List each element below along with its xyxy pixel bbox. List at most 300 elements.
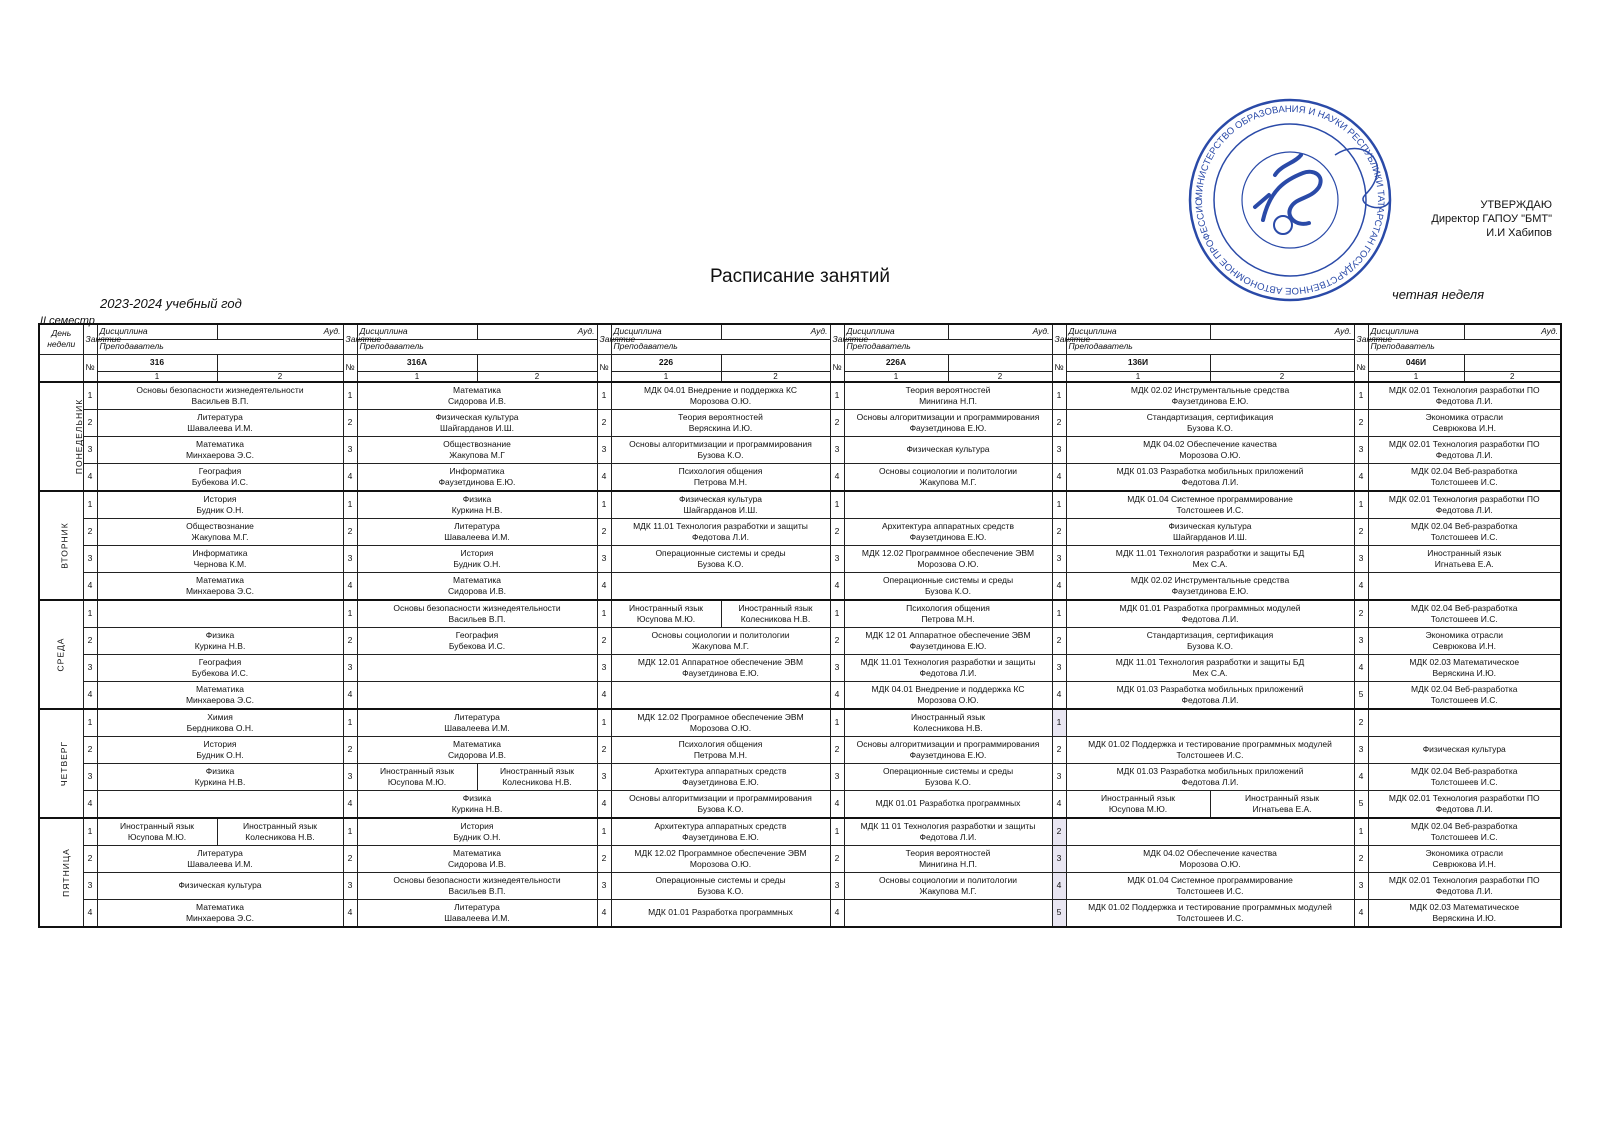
lesson-number: 3 (1354, 872, 1368, 899)
discipline-name: Физика (205, 765, 235, 776)
teacher-name: Толстошеев И.С. (1176, 912, 1244, 923)
teacher-name: Петрова М.Н. (693, 749, 748, 760)
lesson-cell (844, 763, 1052, 790)
discipline-name: Физическая культура (678, 493, 763, 504)
lesson-number: 1 (83, 818, 97, 846)
teacher-name: Толстошеев И.С. (1176, 749, 1244, 760)
header-row-discipline (39, 324, 1561, 339)
day-header-spacer (39, 354, 83, 382)
subgroup-1: 1 (1368, 371, 1464, 382)
day-column-header: День недели (39, 324, 83, 354)
discipline-name: Математика (453, 384, 501, 395)
lesson-cell (97, 382, 343, 410)
discipline-name: История (460, 820, 494, 831)
teacher-name: Будник О.Н. (196, 749, 244, 760)
discipline-name: Иностранный язык (499, 765, 575, 776)
lesson-number: 3 (343, 872, 357, 899)
teacher-name: Куркина Н.В. (194, 776, 246, 787)
group-316: 316 (97, 354, 217, 371)
lesson-number: 4 (1052, 681, 1066, 709)
lesson-number: 3 (83, 872, 97, 899)
teacher-header: Преподаватель (1368, 339, 1561, 354)
lesson-cell (97, 436, 343, 463)
lesson-row (39, 681, 1561, 709)
lesson-cell (844, 545, 1052, 572)
lesson-cell (1368, 818, 1561, 846)
discipline-name: МДК 12.01 Аппаратное обеспечение ЭВМ (637, 656, 804, 667)
teacher-name: Бузова К.О. (697, 558, 744, 569)
lesson-cell (1368, 518, 1561, 545)
teacher-name: Шайгарданов И.Ш. (683, 504, 758, 515)
day-name (39, 382, 83, 491)
discipline-name: МДК 04.01 Внедрение и поддержка КС (644, 384, 797, 395)
lesson-number: 3 (1354, 545, 1368, 572)
teacher-name: Минхаерова Э.С. (185, 449, 255, 460)
lesson-row (39, 818, 1561, 846)
lesson-cell (1066, 491, 1354, 519)
lesson-number: 4 (83, 681, 97, 709)
lesson-cell (1066, 818, 1354, 846)
teacher-name: Будник О.Н. (453, 558, 501, 569)
day-name-label: ПОНЕДЕЛЬНИК (74, 398, 85, 474)
lesson-cell (357, 436, 597, 463)
lesson-number: 2 (1354, 518, 1368, 545)
lesson-number: 1 (83, 491, 97, 519)
teacher-name: Фаузетдинова Е.Ю. (438, 476, 516, 487)
discipline-name: Математика (453, 738, 501, 749)
lesson-number: 1 (83, 709, 97, 737)
lesson-cell (357, 709, 597, 737)
teacher-name: Фаузетдинова Е.Ю. (1171, 585, 1249, 596)
teacher-name: Федотова Л.И. (1435, 395, 1493, 406)
teacher-name: Жакупова М.Г. (919, 885, 977, 896)
discipline-name: МДК 02.01 Технология разработки ПО (1388, 874, 1540, 885)
lesson-cell (611, 899, 830, 927)
lesson-cell (611, 572, 830, 600)
semester-label: II семестр (40, 315, 95, 327)
teacher-name: Васильев В.П. (191, 395, 249, 406)
lesson-cell (1066, 681, 1354, 709)
discipline-name: МДК 04.02 Обеспечение качества (1143, 847, 1277, 858)
teacher-name: Бузова К.О. (925, 776, 971, 787)
teacher-name: Федотова Л.И. (1181, 776, 1239, 787)
lesson-number: 2 (343, 409, 357, 436)
lesson-cell (357, 736, 597, 763)
week-type: четная неделя (1392, 287, 1485, 302)
discipline-name: Теория вероятностей (678, 411, 763, 422)
teacher-name: Колесникова Н.В. (913, 722, 983, 733)
discipline-name: МДК 01.01 Разработка программных (875, 798, 1021, 808)
lesson-cell (611, 872, 830, 899)
teacher-name: Севрюкова И.Н. (1432, 640, 1496, 651)
day-name-label: ПЯТНИЦА (60, 847, 71, 897)
discipline-name: Информатика (449, 465, 505, 476)
lesson-cell (611, 409, 830, 436)
teacher-name: Федотова Л.И. (919, 667, 977, 678)
lesson-number: 1 (830, 709, 844, 737)
lesson-number: 2 (597, 736, 611, 763)
discipline-name: МДК 12.02 Програмное обеспечение ЭВМ (637, 711, 804, 722)
discipline-name: МДК 11 01 Технология разработки и защиты (860, 820, 1036, 831)
subgroup-lesson-cell (611, 600, 721, 628)
lesson-cell (1066, 600, 1354, 628)
lesson-cell (1066, 709, 1354, 737)
lesson-cell (844, 627, 1052, 654)
lesson-row (39, 382, 1561, 410)
lesson-cell (1066, 436, 1354, 463)
teacher-header: Преподаватель (97, 339, 343, 354)
subgroup-2: 2 (1210, 371, 1354, 382)
lesson-number: 1 (597, 382, 611, 410)
lesson-number: 3 (83, 763, 97, 790)
lesson-number: 3 (343, 763, 357, 790)
lesson-number: 1 (597, 600, 611, 628)
lesson-column-header: Занятие (830, 324, 844, 354)
discipline-name: Физика (462, 493, 492, 504)
lesson-number: 4 (83, 463, 97, 491)
lesson-number: 4 (343, 681, 357, 709)
lesson-cell (357, 409, 597, 436)
lesson-number: 2 (83, 518, 97, 545)
lesson-number: 4 (1052, 872, 1066, 899)
discipline-name: МДК 12 01 Аппаратное обеспечение ЭВМ (865, 629, 1031, 640)
discipline-name: Стандартизация, сертификация (1146, 411, 1274, 422)
lesson-number: 2 (83, 409, 97, 436)
room-header: Ауд. (1210, 324, 1354, 339)
teacher-name: Толстошеев И.С. (1430, 776, 1498, 787)
lesson-cell (1368, 572, 1561, 600)
lesson-cell (1066, 382, 1354, 410)
lesson-cell (97, 627, 343, 654)
lesson-row (39, 627, 1561, 654)
lesson-cell (844, 436, 1052, 463)
teacher-name: Бердникова О.Н. (186, 722, 254, 733)
lesson-cell (611, 763, 830, 790)
discipline-name: МДК 02.01 Технология разработки ПО (1388, 493, 1540, 504)
group-226a: 226А (844, 354, 948, 371)
teacher-name: Минхаерова Э.С. (185, 585, 255, 596)
teacher-name: Шавалеева И.М. (187, 422, 253, 433)
teacher-name: Морозова О.Ю. (689, 858, 752, 869)
group-spacer (721, 354, 830, 371)
lesson-cell (1066, 845, 1354, 872)
teacher-name: Фаузетдинова Е.Ю. (909, 531, 987, 542)
lesson-number: 2 (830, 518, 844, 545)
lesson-number: 3 (1052, 545, 1066, 572)
lesson-number: 3 (830, 436, 844, 463)
teacher-name: Юсупова М.Ю. (127, 831, 187, 842)
approval-line-1: УТВЕРЖДАЮ (1480, 199, 1552, 211)
lesson-cell (1368, 545, 1561, 572)
discipline-name: Физика (205, 629, 235, 640)
room-header: Ауд. (1464, 324, 1561, 339)
lesson-number: 4 (830, 572, 844, 600)
teacher-name: Толстошеев И.С. (1430, 531, 1498, 542)
teacher-name: Федотова Л.И. (1181, 613, 1239, 624)
discipline-name: Основы алгоритмизации и программирования (629, 792, 812, 803)
teacher-header: Преподаватель (357, 339, 597, 354)
lesson-number: 1 (83, 600, 97, 628)
room-header: Ауд. (948, 324, 1052, 339)
teacher-name: Шайгарданов И.Ш. (439, 422, 515, 433)
lesson-cell (357, 872, 597, 899)
lesson-cell (357, 899, 597, 927)
teacher-name: Минхаерова Э.С. (185, 912, 255, 923)
discipline-header: Дисциплина (97, 324, 217, 339)
discipline-name: Психология общения (678, 465, 763, 476)
lesson-number: 4 (597, 572, 611, 600)
lesson-number: 1 (83, 382, 97, 410)
lesson-row (39, 545, 1561, 572)
lesson-number: 1 (597, 709, 611, 737)
discipline-name: Физическая культура (906, 444, 990, 454)
day-name (39, 709, 83, 818)
lesson-number: 4 (83, 790, 97, 818)
lesson-number: 3 (830, 763, 844, 790)
lesson-number: 3 (343, 654, 357, 681)
discipline-name: Теория вероятностей (905, 384, 991, 395)
teacher-name: Жакупова М.Г (449, 449, 505, 460)
lesson-column-header: Занятие (1052, 324, 1066, 354)
lesson-number: 2 (1354, 845, 1368, 872)
room-header: Ауд. (217, 324, 343, 339)
lesson-cell (1368, 872, 1561, 899)
teacher-name: Федотова Л.И. (1435, 449, 1493, 460)
lesson-number: 2 (343, 518, 357, 545)
approval-line-3: И.И Хабипов (1486, 227, 1552, 239)
lesson-number: 5 (1052, 899, 1066, 927)
teacher-name: Севрюкова И.Н. (1432, 858, 1496, 869)
lesson-number: 4 (1052, 790, 1066, 818)
lesson-number: 3 (1354, 436, 1368, 463)
lesson-row (39, 763, 1561, 790)
lesson-number: 2 (343, 627, 357, 654)
discipline-name: География (198, 465, 242, 476)
teacher-name: Морозова О.Ю. (689, 722, 752, 733)
lesson-number: 2 (83, 627, 97, 654)
discipline-name: Операционные системы и среды (655, 874, 786, 885)
lesson-number: 1 (1052, 382, 1066, 410)
discipline-name: Физическая культура (178, 880, 262, 890)
lesson-number: 4 (597, 790, 611, 818)
discipline-name: МДК 02.04 Веб-разработка (1411, 683, 1518, 694)
subgroup-lesson-cell (721, 600, 830, 628)
discipline-name: История (460, 547, 494, 558)
teacher-name: Колесникова Н.В. (740, 613, 811, 624)
header-row-teacher (39, 339, 1561, 354)
discipline-header: Дисциплина (1066, 324, 1210, 339)
teacher-name: Минигина Н.П. (919, 858, 977, 869)
discipline-name: Математика (196, 574, 244, 585)
lesson-cell (1066, 736, 1354, 763)
num-label: № (597, 354, 611, 382)
lesson-cell (1368, 463, 1561, 491)
lesson-cell (97, 545, 343, 572)
discipline-name: История (203, 493, 237, 504)
teacher-name: Фаузетдинова Е.Ю. (909, 422, 987, 433)
teacher-name: Сидорова И.В. (447, 749, 507, 760)
lesson-number: 5 (1354, 790, 1368, 818)
lesson-number: 4 (83, 572, 97, 600)
lesson-cell (611, 681, 830, 709)
discipline-name: Литература (454, 711, 500, 722)
discipline-name: Математика (453, 574, 501, 585)
discipline-name: МДК 04.02 Обеспечение качества (1143, 438, 1277, 449)
discipline-name: Основы алгоритмизации и программирования (856, 411, 1040, 422)
discipline-header: Дисциплина (611, 324, 721, 339)
discipline-name: Литература (197, 847, 243, 858)
discipline-name: МДК 01.03 Разработка мобильных приложений (1116, 465, 1304, 476)
group-136i: 136И (1066, 354, 1210, 371)
group-spacer (948, 354, 1052, 371)
teacher-name: Федотова Л.И. (919, 831, 977, 842)
discipline-name: Основы безопасности жизнедеятельности (393, 874, 561, 885)
lesson-number: 1 (1052, 600, 1066, 628)
lesson-number: 3 (597, 654, 611, 681)
lesson-cell (357, 545, 597, 572)
teacher-header: Преподаватель (611, 339, 830, 354)
lesson-number: 2 (343, 845, 357, 872)
lesson-number: 3 (83, 545, 97, 572)
lesson-number: 3 (1052, 845, 1066, 872)
teacher-name: Будник О.Н. (196, 504, 244, 515)
academic-year: 2023-2024 учебный год (100, 296, 242, 311)
lesson-column-header: Занятие (1354, 324, 1368, 354)
discipline-name: География (455, 629, 499, 640)
discipline-name: Математика (196, 901, 244, 912)
lesson-cell (357, 818, 597, 846)
discipline-name: Обществознание (443, 438, 511, 449)
lesson-number: 3 (83, 654, 97, 681)
lesson-cell (611, 518, 830, 545)
subgroup-row (39, 371, 1561, 382)
lesson-cell (357, 627, 597, 654)
day-name (39, 491, 83, 600)
lesson-cell (611, 709, 830, 737)
lesson-number: 1 (1354, 382, 1368, 410)
teacher-name: Толстошеев И.С. (1176, 504, 1244, 515)
discipline-name: Математика (453, 847, 501, 858)
discipline-name: Физика (462, 792, 492, 803)
discipline-name: Основы социологии и политологии (879, 465, 1017, 476)
discipline-name: Литература (454, 901, 500, 912)
discipline-name: История (203, 738, 237, 749)
teacher-name: Юсупова М.Ю. (387, 776, 447, 787)
discipline-name: МДК 12.02 Программное обеспечение ЭВМ (634, 847, 807, 858)
teacher-name: Бузова К.О. (697, 449, 744, 460)
lesson-cell (97, 572, 343, 600)
lesson-cell (97, 736, 343, 763)
teacher-name: Сидорова И.В. (447, 585, 507, 596)
lesson-cell (844, 409, 1052, 436)
day-name-label: ЧЕТВЕРГ (59, 740, 70, 786)
group-spacer (1464, 354, 1561, 371)
lesson-number: 3 (830, 545, 844, 572)
discipline-name: Математика (196, 683, 244, 694)
teacher-name: Шавалеева И.М. (444, 722, 510, 733)
lesson-number: 1 (597, 491, 611, 519)
discipline-name: Иностранный язык (1244, 792, 1320, 803)
discipline-name: Операционные системы и среды (655, 547, 786, 558)
lesson-number: 2 (597, 627, 611, 654)
lesson-number: 4 (343, 899, 357, 927)
lesson-number: 2 (83, 736, 97, 763)
teacher-name: Сидорова И.В. (447, 858, 507, 869)
lesson-row (39, 654, 1561, 681)
lesson-cell (1368, 382, 1561, 410)
lesson-number: 2 (1052, 818, 1066, 846)
discipline-name: Математика (196, 438, 244, 449)
lesson-number: 2 (597, 845, 611, 872)
discipline-name: Основы алгоритмизации и программирования (856, 738, 1040, 749)
lesson-number: 2 (1052, 736, 1066, 763)
lesson-number: 1 (830, 491, 844, 519)
lesson-number: 4 (1052, 572, 1066, 600)
lesson-number: 2 (83, 845, 97, 872)
lesson-row (39, 491, 1561, 519)
lesson-number: 3 (1052, 763, 1066, 790)
lesson-number: 4 (597, 681, 611, 709)
discipline-name: Иностранный язык (910, 711, 986, 722)
teacher-header: Преподаватель (1066, 339, 1354, 354)
discipline-name: МДК 02.04 Веб-разработка (1411, 520, 1518, 531)
lesson-number: 3 (597, 545, 611, 572)
lesson-number: 2 (1354, 709, 1368, 737)
discipline-name: Основы алгоритмизации и программирования (629, 438, 812, 449)
num-label: № (83, 354, 97, 382)
teacher-name: Бубекова И.С. (191, 476, 249, 487)
lesson-cell (97, 709, 343, 737)
lesson-number: 4 (830, 681, 844, 709)
lesson-number: 4 (83, 899, 97, 927)
teacher-name: Фаузетдинова Е.Ю. (682, 831, 759, 842)
lesson-cell (1368, 627, 1561, 654)
lesson-number: 4 (343, 572, 357, 600)
subgroup-1: 1 (357, 371, 477, 382)
lesson-cell (1368, 600, 1561, 628)
lesson-cell (611, 654, 830, 681)
discipline-name: Операционные системы и среды (882, 574, 1014, 585)
group-046i: 046И (1368, 354, 1464, 371)
lesson-cell (1066, 627, 1354, 654)
discipline-name: Основы безопасности жизнедеятельности (393, 602, 561, 613)
teacher-name: Морозова О.Ю. (917, 558, 979, 569)
discipline-name: Операционные системы и среды (882, 765, 1014, 776)
lesson-cell (357, 790, 597, 818)
subgroup-lesson-cell (1066, 790, 1210, 818)
lesson-row (39, 790, 1561, 818)
lesson-row (39, 518, 1561, 545)
lesson-number: 1 (1052, 491, 1066, 519)
lesson-row (39, 436, 1561, 463)
group-316a: 316А (357, 354, 477, 371)
discipline-name: МДК 04.01 Внедрение и поддержка КС (871, 683, 1025, 694)
num-label: № (1052, 354, 1066, 382)
discipline-name: Теория вероятностей (905, 847, 991, 858)
lesson-cell (97, 899, 343, 927)
lesson-number: 1 (1354, 491, 1368, 519)
subgroup-lesson-cell (97, 818, 217, 846)
teacher-name: Толстошеев И.С. (1430, 613, 1498, 624)
teacher-name: Шавалеева И.М. (444, 531, 510, 542)
lesson-number: 4 (597, 463, 611, 491)
discipline-name: МДК 02.01 Технология разработки ПО (1388, 438, 1540, 449)
teacher-name: Толстошеев И.С. (1430, 831, 1498, 842)
lesson-cell (1368, 409, 1561, 436)
teacher-name: Чернова К.М. (193, 558, 247, 569)
lesson-cell (1368, 681, 1561, 709)
lesson-cell (97, 845, 343, 872)
